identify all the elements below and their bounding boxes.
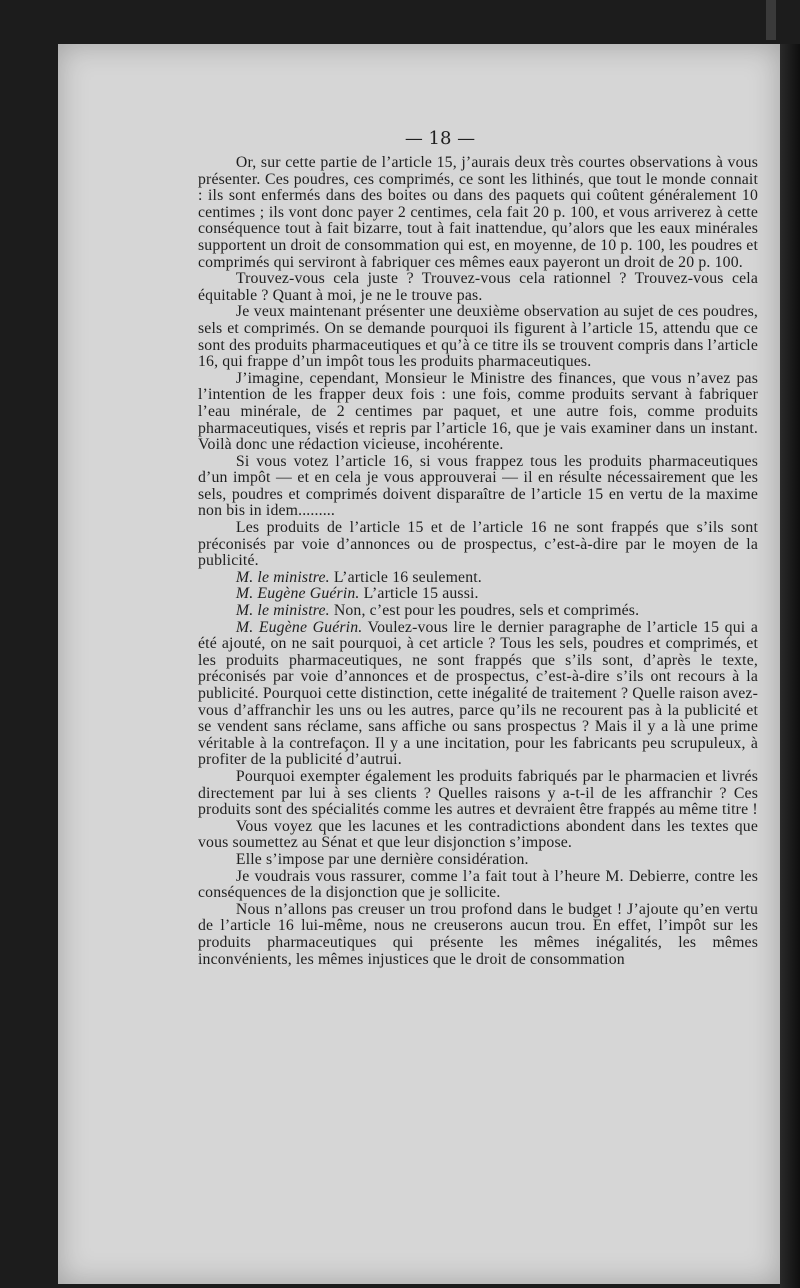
paragraph: Vous voyez que les lacunes et les contradictions abondent dans les textes que vous soumettez au Sénat et que leur disjonction s’impose.: [198, 817, 758, 852]
speaker-name: M. Eugène Guérin.: [235, 618, 363, 636]
dialogue-text: L’article 16 seulement.: [329, 568, 482, 586]
speaker-name: M. le ministre.: [235, 602, 330, 620]
speaker-name: M. Eugène Guérin.: [235, 585, 360, 603]
paragraph: Elle s’impose par une dernière considération.: [235, 850, 529, 868]
binder-clip: [766, 0, 776, 40]
dialogue-line: [198, 570, 758, 587]
paragraph: Nous n’allons pas creuser un trou profond dans le budget ! J’ajoute qu’en vertu de l’article 16 lui-même, nous ne creuserons aucun trou. En effet, l’impôt sur les produits pharmaceutiques qui présente les mêmes inégalités, les mêmes inconvénients, les mêmes injustices que le droit de consommation: [198, 900, 758, 968]
speaker-name: M. le ministre.: [235, 568, 330, 586]
dialogue-text: Non, c’est pour les poudres, sels et comprimés.: [329, 602, 640, 620]
page-number: — 18 —: [404, 128, 476, 149]
paragraph: Je veux maintenant présenter une deuxième observation au sujet de ces poudres, sels et comprimés. On se demande pourquoi ils figurent à l’article 15, attendu que ce sont des produits pharmaceutiques et qu’à ce titre ils se trouvent compris dans l’article 16, qui frappe d’un impôt tous les produits pharmaceutiques.: [198, 303, 758, 371]
paragraph: Pourquoi exempter également les produits fabriqués par le pharmacien et livrés directement par lui à ses clients ? Quelles raisons y a-t-il de les affranchir ? Ces produits sont des spécialités comme les autres et devraient être frappés au même titre !: [198, 767, 758, 819]
dialogue-text: L’article 15 aussi.: [359, 585, 479, 603]
paragraph: Or, sur cette partie de l’article 15, j’aurais deux très courtes observations à vous présenter. Ces poudres, ces comprimés, ce sont les lithinés, que tout le monde connait : ils sont enfermés dans des boites ou dans des paquets qui coûtent généralement 10 centimes ; ils vont donc payer 2 centimes, cela fait 20 p. 100, et vous arriverez à cette conséquence tout à fait bizarre, tout à fait inattendue, qu’alors que les eaux minérales supportent un droit de consommation qui est, en moyenne, de 10 p. 100, les poudres et comprimés qui serviront à fabriquer ces mêmes eaux payeront un droit de 20 p. 100.: [198, 154, 758, 271]
paragraph: Trouvez-vous cela juste ? Trouvez-vous cela rationnel ? Trouvez-vous cela équitable ? Quant à moi, je ne le trouve pas.: [198, 270, 758, 304]
dialogue-line: [198, 620, 758, 769]
paragraph: J’imagine, cependant, Monsieur le Ministre des finances, que vous n’avez pas l’intention de les frapper deux fois : une fois, comme produits servant à fabriquer l’eau minérale, de 2 centimes par paquet, et une autre fois, comme produits pharmaceutiques, visés et repris par l’article 16, que je vais examiner dans un instant. Voilà donc une rédaction vicieuse, incohérente.: [198, 369, 758, 454]
paragraph: Je voudrais vous rassurer, comme l’a fait tout à l’heure M. Debierre, contre les conséquences de la disjonction que je sollicite.: [198, 867, 758, 902]
dialogue-text: Voulez-vous lire le dernier paragraphe de l’article 15 qui a été ajouté, on ne sait pourquoi, à cet article ? Tous les sels, poudres et comprimés, et les produits pharmaceutiques, ne sont frappés que s’ils sont, d’après le texte, préconisés par voie d’annonces et de prospectus, c’est-à-dire s’ils ont recours à la publicité. Pourquoi cette distinction, cette inégalité de traitement ? Quelle raison avez-vous d’affranchir les uns ou les autres, parce qu’ils ne recourent pas à la publicité et se vendent sans réclame, sans affiche ou sans prospectus ? Mais il y a là une prime véritable à la contrefaçon. Il y a une incitation, pour les fabricants peu scrupuleux, à profiter de la publicité d’autrui.: [198, 618, 758, 769]
dialogue-line: [198, 603, 758, 620]
paragraph: Si vous votez l’article 16, si vous frappez tous les produits pharmaceutiques d’un impôt — et en cela je vous approuverai — il en résulte nécessairement que les sels, poudres et comprimés doivent disparaître de l’article 15 en vertu de la maxime non bis in idem.........: [198, 452, 758, 520]
page-edge-shadow: [780, 44, 800, 1288]
body-text: [198, 155, 758, 968]
paragraph: Les produits de l’article 15 et de l’article 16 ne sont frappés que s’ils sont préconisés par voie d’annonces ou de prospectus, c’est-à-dire par le moyen de la publicité.: [198, 519, 758, 570]
dialogue-line: [198, 586, 758, 603]
